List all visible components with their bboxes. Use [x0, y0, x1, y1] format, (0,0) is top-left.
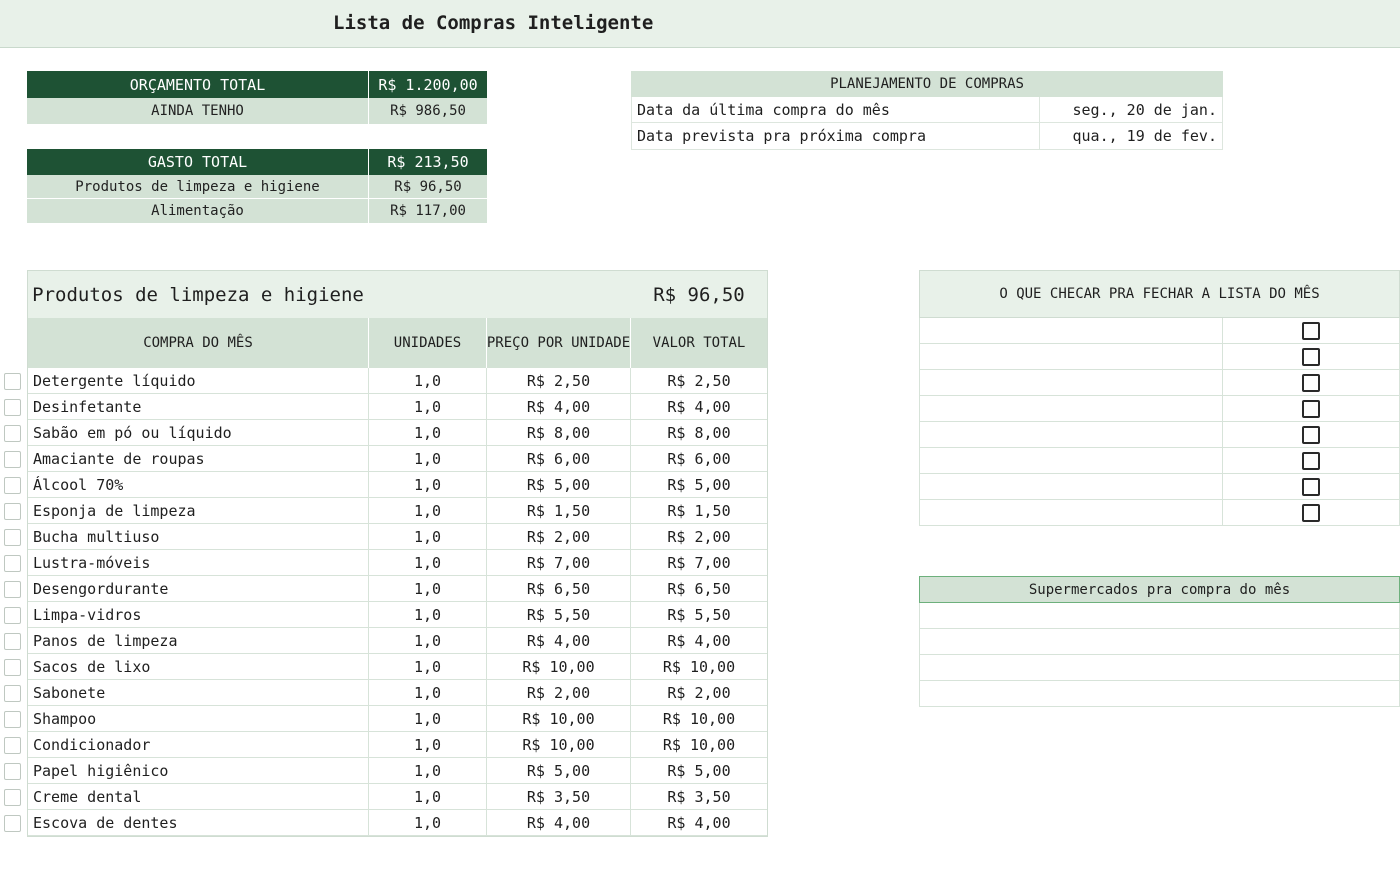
item-units[interactable]: 1,0: [369, 680, 487, 706]
item-name[interactable]: Condicionador: [28, 732, 369, 758]
item-units[interactable]: 1,0: [369, 550, 487, 576]
checklist-item[interactable]: [919, 318, 1223, 344]
row-checkbox[interactable]: [4, 425, 21, 442]
item-units[interactable]: 1,0: [369, 758, 487, 784]
budget-remaining-label: AINDA TENHO: [27, 98, 369, 124]
column-header-units: UNIDADES: [369, 318, 487, 368]
row-checkbox[interactable]: [4, 711, 21, 728]
item-name[interactable]: Sacos de lixo: [28, 654, 369, 680]
item-unit-price[interactable]: R$ 3,50: [487, 784, 631, 810]
item-units[interactable]: 1,0: [369, 732, 487, 758]
supermarket-row[interactable]: [919, 603, 1400, 629]
row-checkbox[interactable]: [4, 763, 21, 780]
spent-row-value: R$ 117,00: [369, 199, 487, 223]
item-name[interactable]: Desinfetante: [28, 394, 369, 420]
checkbox-icon[interactable]: [1302, 478, 1320, 496]
item-total: R$ 5,00: [631, 758, 767, 784]
item-units[interactable]: 1,0: [369, 524, 487, 550]
item-units[interactable]: 1,0: [369, 706, 487, 732]
item-total: R$ 2,50: [631, 368, 767, 394]
checkbox-icon[interactable]: [1302, 400, 1320, 418]
row-checkbox[interactable]: [4, 789, 21, 806]
item-unit-price[interactable]: R$ 4,00: [487, 628, 631, 654]
item-total: R$ 10,00: [631, 732, 767, 758]
item-name[interactable]: Creme dental: [28, 784, 369, 810]
checklist-check-cell: [1223, 344, 1400, 370]
item-name[interactable]: Limpa-vidros: [28, 602, 369, 628]
section-spacer: [487, 271, 631, 318]
item-total: R$ 5,50: [631, 602, 767, 628]
row-checkbox[interactable]: [4, 685, 21, 702]
item-units[interactable]: 1,0: [369, 498, 487, 524]
item-total: R$ 4,00: [631, 394, 767, 420]
item-name[interactable]: Detergente líquido: [28, 368, 369, 394]
item-total: R$ 4,00: [631, 628, 767, 654]
item-units[interactable]: 1,0: [369, 602, 487, 628]
row-checkbox[interactable]: [4, 529, 21, 546]
checklist-header: O QUE CHECAR PRA FECHAR A LISTA DO MÊS: [919, 270, 1400, 318]
checklist-check-cell: [1223, 396, 1400, 422]
spent-total-label: GASTO TOTAL: [27, 149, 369, 175]
row-checkbox[interactable]: [4, 737, 21, 754]
checklist-item[interactable]: [919, 500, 1223, 526]
item-unit-price[interactable]: R$ 10,00: [487, 732, 631, 758]
row-checkbox[interactable]: [4, 451, 21, 468]
budget-total-label: ORÇAMENTO TOTAL: [27, 71, 369, 98]
checklist-item[interactable]: [919, 474, 1223, 500]
checklist-item[interactable]: [919, 448, 1223, 474]
section-total: R$ 96,50: [631, 271, 767, 318]
checklist-check-cell: [1223, 448, 1400, 474]
section-title: Produtos de limpeza e higiene: [28, 271, 368, 318]
item-unit-price[interactable]: R$ 6,00: [487, 446, 631, 472]
item-name[interactable]: Papel higiênico: [28, 758, 369, 784]
item-unit-price[interactable]: R$ 4,00: [487, 394, 631, 420]
item-total: R$ 2,00: [631, 524, 767, 550]
item-total: R$ 8,00: [631, 420, 767, 446]
checklist-item[interactable]: [919, 396, 1223, 422]
checklist-check-cell: [1223, 474, 1400, 500]
checkbox-icon[interactable]: [1302, 374, 1320, 392]
row-checkbox[interactable]: [4, 633, 21, 650]
item-unit-price[interactable]: R$ 5,00: [487, 472, 631, 498]
item-name[interactable]: Shampoo: [28, 706, 369, 732]
item-total: R$ 3,50: [631, 784, 767, 810]
item-unit-price[interactable]: R$ 4,00: [487, 810, 631, 836]
row-checkbox[interactable]: [4, 555, 21, 572]
item-unit-price[interactable]: R$ 7,00: [487, 550, 631, 576]
item-units[interactable]: 1,0: [369, 368, 487, 394]
item-units[interactable]: 1,0: [369, 420, 487, 446]
title-bar: [0, 0, 1400, 48]
section-spacer: [368, 271, 487, 318]
item-units[interactable]: 1,0: [369, 628, 487, 654]
item-unit-price[interactable]: R$ 2,50: [487, 368, 631, 394]
item-total: R$ 6,50: [631, 576, 767, 602]
planning-row-label: Data da última compra do mês: [631, 97, 1040, 123]
budget-total-value[interactable]: R$ 1.200,00: [369, 71, 487, 98]
checkbox-icon[interactable]: [1302, 504, 1320, 522]
item-name[interactable]: Esponja de limpeza: [28, 498, 369, 524]
row-checkbox[interactable]: [4, 607, 21, 624]
item-unit-price[interactable]: R$ 8,00: [487, 420, 631, 446]
spent-total-value: R$ 213,50: [369, 149, 487, 175]
row-checkbox[interactable]: [4, 659, 21, 676]
checklist-item[interactable]: [919, 422, 1223, 448]
item-units[interactable]: 1,0: [369, 446, 487, 472]
column-header-item: COMPRA DO MÊS: [28, 318, 369, 368]
item-name[interactable]: Álcool 70%: [28, 472, 369, 498]
checklist-check-cell: [1223, 500, 1400, 526]
row-checkbox[interactable]: [4, 581, 21, 598]
item-total: R$ 5,00: [631, 472, 767, 498]
item-units[interactable]: 1,0: [369, 394, 487, 420]
checkbox-icon[interactable]: [1302, 426, 1320, 444]
item-unit-price[interactable]: R$ 2,00: [487, 524, 631, 550]
column-header-unit-price: PREÇO POR UNIDADE: [487, 318, 631, 368]
budget-remaining-value: R$ 986,50: [369, 98, 487, 124]
item-unit-price[interactable]: R$ 1,50: [487, 498, 631, 524]
spent-row-label: Produtos de limpeza e higiene: [27, 175, 369, 199]
supermarkets-header: Supermercados pra compra do mês: [919, 576, 1400, 603]
item-name[interactable]: Lustra-móveis: [28, 550, 369, 576]
item-total: R$ 2,00: [631, 680, 767, 706]
spent-row-label: Alimentação: [27, 199, 369, 223]
item-name[interactable]: Panos de limpeza: [28, 628, 369, 654]
item-total: R$ 10,00: [631, 706, 767, 732]
planning-row-label: Data prevista pra próxima compra: [631, 123, 1040, 150]
checkbox-icon[interactable]: [1302, 348, 1320, 366]
checklist-check-cell: [1223, 370, 1400, 396]
row-checkbox[interactable]: [4, 477, 21, 494]
checklist-item[interactable]: [919, 370, 1223, 396]
checklist-check-cell: [1223, 318, 1400, 344]
supermarket-row[interactable]: [919, 629, 1400, 655]
row-checkbox[interactable]: [4, 503, 21, 520]
item-unit-price[interactable]: R$ 6,50: [487, 576, 631, 602]
supermarket-row[interactable]: [919, 655, 1400, 681]
checklist-item[interactable]: [919, 344, 1223, 370]
checkbox-icon[interactable]: [1302, 322, 1320, 340]
planning-row-value[interactable]: seg., 20 de jan.: [1040, 97, 1223, 123]
item-name[interactable]: Sabão em pó ou líquido: [28, 420, 369, 446]
page-title: Lista de Compras Inteligente: [333, 12, 654, 34]
row-checkbox[interactable]: [4, 373, 21, 390]
item-unit-price[interactable]: R$ 10,00: [487, 706, 631, 732]
item-name[interactable]: Bucha multiuso: [28, 524, 369, 550]
planning-header: PLANEJAMENTO DE COMPRAS: [631, 71, 1223, 97]
planning-row-value[interactable]: qua., 19 de fev.: [1040, 123, 1223, 150]
item-name[interactable]: Amaciante de roupas: [28, 446, 369, 472]
checkbox-icon[interactable]: [1302, 452, 1320, 470]
item-units[interactable]: 1,0: [369, 784, 487, 810]
item-total: R$ 1,50: [631, 498, 767, 524]
checklist-check-cell: [1223, 422, 1400, 448]
item-units[interactable]: 1,0: [369, 576, 487, 602]
item-unit-price[interactable]: R$ 2,00: [487, 680, 631, 706]
item-unit-price[interactable]: R$ 5,00: [487, 758, 631, 784]
item-name[interactable]: Sabonete: [28, 680, 369, 706]
item-unit-price[interactable]: R$ 5,50: [487, 602, 631, 628]
item-name[interactable]: Desengordurante: [28, 576, 369, 602]
item-total: R$ 7,00: [631, 550, 767, 576]
item-units[interactable]: 1,0: [369, 654, 487, 680]
item-total: R$ 6,00: [631, 446, 767, 472]
item-name[interactable]: Escova de dentes: [28, 810, 369, 836]
item-total: R$ 4,00: [631, 810, 767, 836]
item-unit-price[interactable]: R$ 10,00: [487, 654, 631, 680]
column-header-total: VALOR TOTAL: [631, 318, 767, 368]
item-units[interactable]: 1,0: [369, 472, 487, 498]
row-checkbox[interactable]: [4, 399, 21, 416]
supermarket-row[interactable]: [919, 681, 1400, 707]
item-units[interactable]: 1,0: [369, 810, 487, 836]
item-total: R$ 10,00: [631, 654, 767, 680]
row-checkbox[interactable]: [4, 815, 21, 832]
spent-row-value: R$ 96,50: [369, 175, 487, 199]
